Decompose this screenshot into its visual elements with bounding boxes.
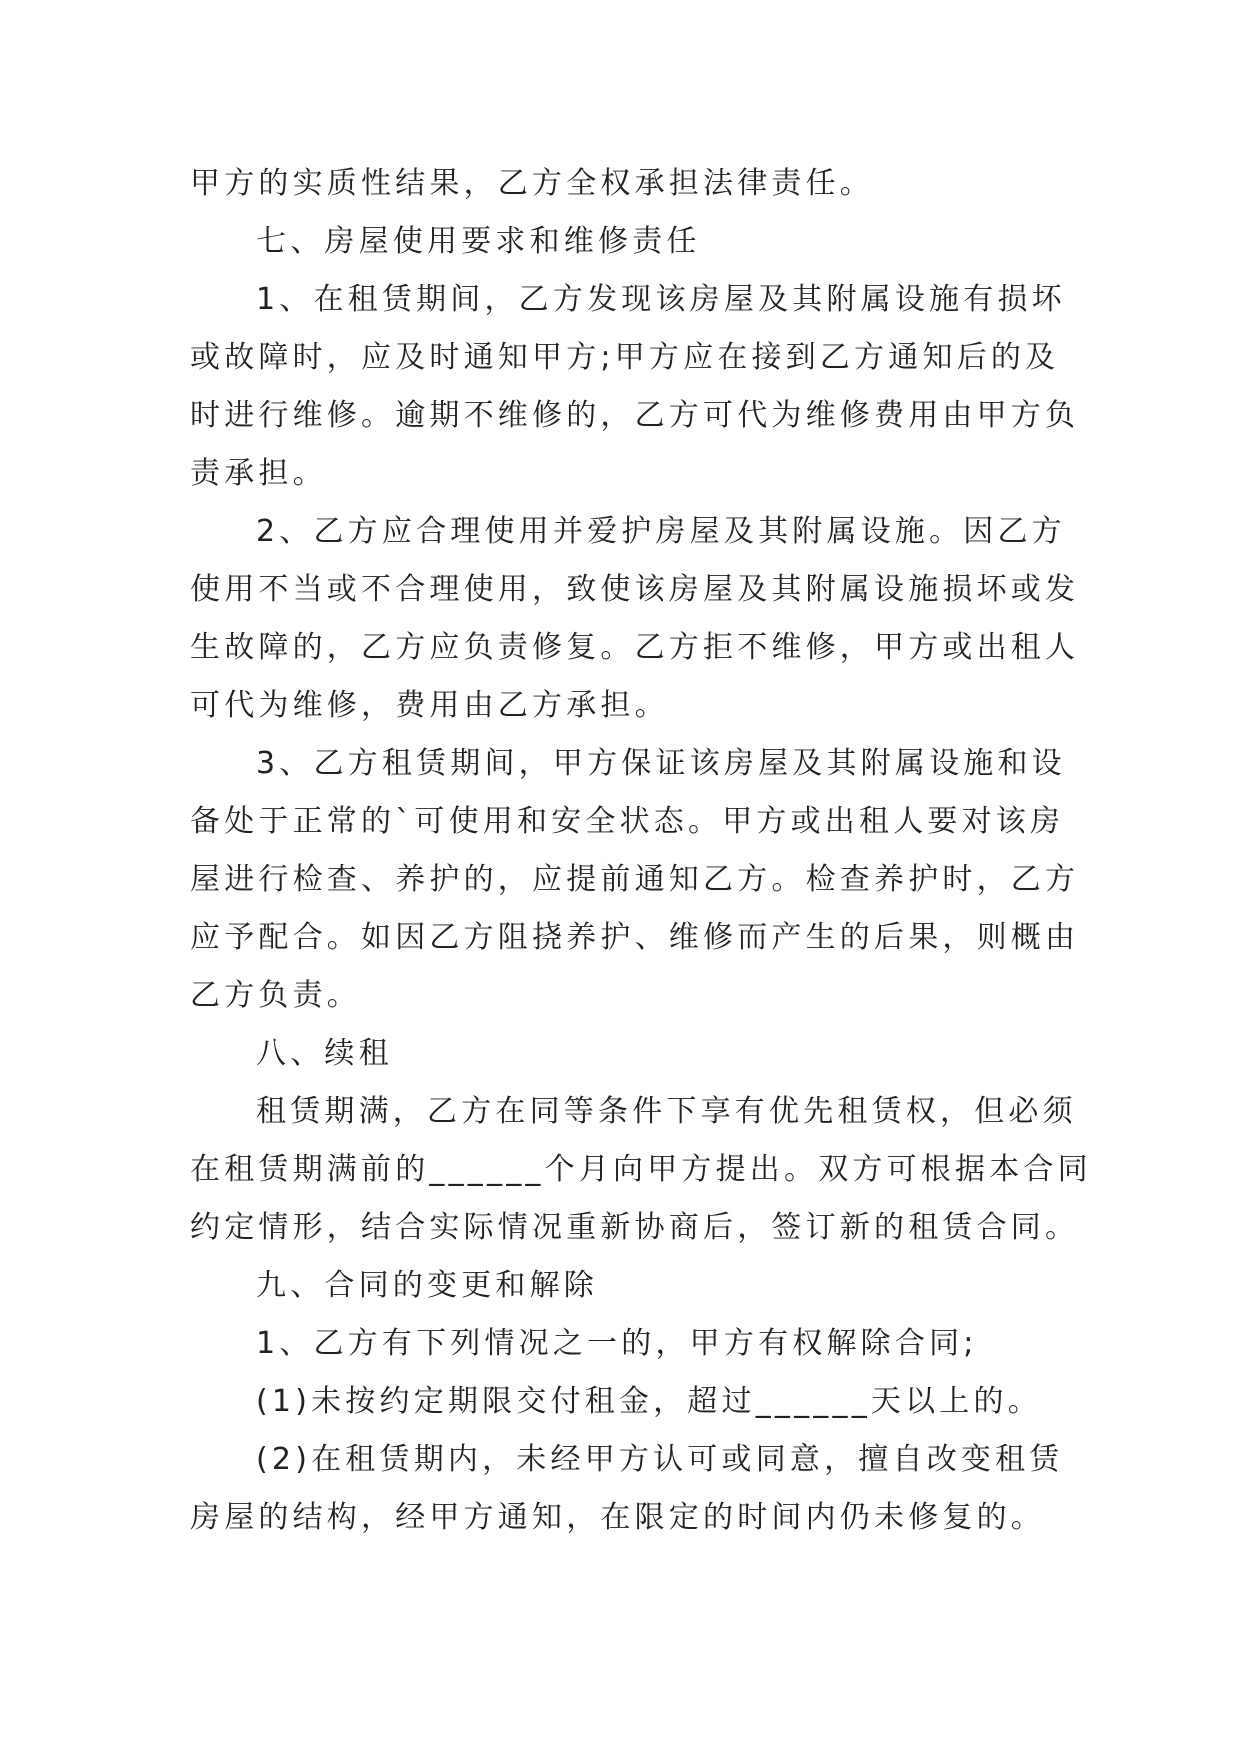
text-line: 生故障的，乙方应负责修复。乙方拒不维修，甲方或出租人 (190, 630, 1080, 665)
text-line: 责承担。 (190, 456, 327, 491)
text-line: 乙方负责。 (190, 978, 361, 1013)
text-line: 备处于正常的`可使用和安全状态。甲方或出租人要对该房 (190, 804, 1065, 839)
text-line: 时进行维修。逾期不维修的，乙方可代为维修费用由甲方负 (190, 398, 1080, 433)
section-heading: 九、合同的变更和解除 (256, 1268, 598, 1303)
text-line: 可代为维修，费用由乙方承担。 (190, 688, 669, 723)
text-line: 应予配合。如因乙方阻挠养护、维修而产生的后果，则概由 (190, 920, 1080, 955)
text-line: 甲方的实质性结果，乙方全权承担法律责任。 (190, 166, 874, 201)
document-body (190, 155, 1092, 1547)
text-line: 屋进行检查、养护的，应提前通知乙方。检查养护时，乙方 (190, 862, 1080, 897)
text-line: 3、乙方租赁期间，甲方保证该房屋及其附属设施和设 (256, 746, 1066, 781)
text-line: 在租赁期满前的______个月向甲方提出。双方可根据本合同 (190, 1152, 1092, 1187)
section-heading: 八、续租 (256, 1036, 393, 1071)
text-line: 租赁期满，乙方在同等条件下享有优先租赁权，但必须 (256, 1094, 1077, 1129)
text-line: 1、在租赁期间，乙方发现该房屋及其附属设施有损坏 (256, 282, 1066, 317)
text-line: 房屋的结构，经甲方通知，在限定的时间内仍未修复的。 (190, 1500, 1045, 1535)
text-line: 约定情形，结合实际情况重新协商后，签订新的租赁合同。 (190, 1210, 1080, 1245)
text-line: 2、乙方应合理使用并爱护房屋及其附属设施。因乙方 (256, 514, 1066, 549)
text-line: (2)在租赁期内，未经甲方认可或同意，擅自改变租赁 (256, 1442, 1064, 1477)
text-line: 或故障时，应及时通知甲方;甲方应在接到乙方通知后的及 (190, 340, 1060, 375)
text-line: (1)未按约定期限交付租金，超过______天以上的。 (256, 1384, 1042, 1419)
text-line: 1、乙方有下列情况之一的，甲方有权解除合同; (256, 1326, 978, 1361)
text-line: 使用不当或不合理使用，致使该房屋及其附属设施损坏或发 (190, 572, 1080, 607)
section-heading: 七、房屋使用要求和维修责任 (256, 224, 701, 259)
